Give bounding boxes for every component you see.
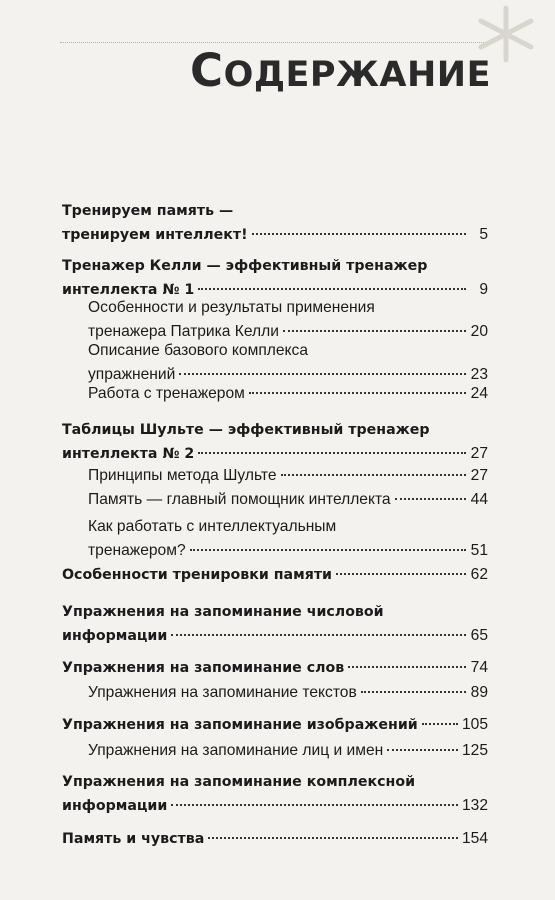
toc-page-number: 125 bbox=[461, 742, 488, 759]
toc-entry-line bbox=[62, 600, 488, 624]
dot-leader bbox=[179, 373, 466, 375]
toc-page-number: 23 bbox=[470, 366, 488, 383]
dot-leader bbox=[208, 837, 458, 839]
toc-page-number: 154 bbox=[461, 830, 488, 847]
dot-leader bbox=[198, 288, 466, 290]
toc-page-number: 9 bbox=[479, 281, 488, 298]
toc-page-number: 24 bbox=[470, 385, 488, 402]
toc-entry-title: тренажером? bbox=[88, 542, 186, 559]
toc-entry-line bbox=[62, 563, 488, 587]
page-title bbox=[190, 44, 491, 97]
toc-entry-line bbox=[62, 770, 488, 794]
toc-page-number: 5 bbox=[479, 226, 488, 243]
toc-entry-line bbox=[88, 464, 488, 488]
toc-entry-line bbox=[62, 254, 488, 278]
toc-entry-title: Тренажер Келли — эффективный тренажер bbox=[62, 258, 428, 274]
toc-entry[interactable] bbox=[88, 464, 488, 488]
toc-page-number: 44 bbox=[470, 491, 488, 508]
toc-entry-line bbox=[88, 382, 488, 406]
dot-leader bbox=[198, 452, 466, 454]
toc-entry-title: Упражнения на запоминание текстов bbox=[88, 684, 357, 701]
toc-entry-line bbox=[62, 442, 488, 466]
toc-entry-title: Особенности тренировки памяти bbox=[62, 567, 332, 583]
toc-page-number: 89 bbox=[470, 684, 488, 701]
toc-entry-line bbox=[88, 539, 488, 563]
dot-leader bbox=[395, 498, 466, 500]
dot-leader bbox=[252, 233, 466, 235]
toc-page-number: 65 bbox=[470, 627, 488, 644]
toc-entry[interactable] bbox=[62, 254, 488, 302]
toc-entry-line bbox=[88, 296, 488, 320]
toc-entry-title: Упражнения на запоминание комплексной bbox=[62, 774, 416, 790]
toc-page-number: 74 bbox=[470, 659, 488, 676]
toc-entry[interactable] bbox=[62, 600, 488, 648]
toc-entry[interactable] bbox=[88, 339, 488, 387]
title-initial: С bbox=[190, 44, 224, 97]
toc-page-number: 105 bbox=[461, 716, 488, 733]
toc-page-number: 27 bbox=[470, 467, 488, 484]
toc-entry-title: Упражнения на запоминание изображений bbox=[62, 717, 418, 733]
toc-entry-line bbox=[62, 656, 488, 680]
dot-leader bbox=[387, 749, 458, 751]
toc-entry-title: интеллекта № 2 bbox=[62, 446, 195, 462]
toc-entry[interactable] bbox=[62, 199, 488, 247]
toc-entry-line bbox=[62, 794, 488, 818]
dot-leader bbox=[249, 392, 466, 394]
toc-entry-line bbox=[88, 739, 488, 763]
toc-entry-title: Упражнения на запоминание слов bbox=[62, 660, 345, 676]
toc-page-number: 51 bbox=[470, 542, 488, 559]
toc-page-number: 62 bbox=[470, 566, 488, 583]
toc-entry-line bbox=[88, 339, 488, 363]
dot-leader bbox=[348, 666, 466, 668]
toc-page-number: 20 bbox=[470, 323, 488, 340]
toc-entry[interactable] bbox=[88, 681, 488, 705]
toc-entry[interactable] bbox=[88, 382, 488, 406]
toc-entry-title: упражнений bbox=[88, 366, 176, 383]
toc-entry-line bbox=[62, 624, 488, 648]
dot-leader bbox=[283, 330, 466, 332]
dot-leader bbox=[190, 549, 466, 551]
title-rest: ОДЕРЖАНИЕ bbox=[223, 55, 491, 95]
toc-entry-line bbox=[62, 199, 488, 223]
toc-entry-title: Описание базового комплекса bbox=[88, 342, 309, 359]
dot-leader bbox=[422, 723, 458, 725]
toc-entry[interactable] bbox=[88, 296, 488, 344]
toc-entry[interactable] bbox=[62, 827, 488, 851]
toc-entry-line bbox=[88, 681, 488, 705]
toc-entry-title: Тренируем память — bbox=[62, 203, 234, 219]
toc-entry[interactable] bbox=[88, 515, 488, 563]
toc-page-number: 132 bbox=[461, 797, 488, 814]
toc-entry-title: тренируем интеллект! bbox=[62, 227, 248, 243]
toc-entry-line bbox=[88, 488, 488, 512]
toc-entry-line bbox=[62, 418, 488, 442]
dot-leader bbox=[171, 804, 458, 806]
dot-leader bbox=[336, 573, 466, 575]
toc-entry[interactable] bbox=[62, 418, 488, 466]
toc-entry-title: тренажера Патрика Келли bbox=[88, 323, 279, 340]
dot-leader bbox=[281, 474, 467, 476]
top-dotted-rule bbox=[60, 42, 490, 43]
toc-entry[interactable] bbox=[62, 563, 488, 587]
toc-entry-line bbox=[62, 713, 488, 737]
toc-entry[interactable] bbox=[62, 770, 488, 818]
dot-leader bbox=[171, 634, 466, 636]
toc-entry-title: Память — главный помощник интеллекта bbox=[88, 491, 391, 508]
toc-entry-title: Работа с тренажером bbox=[88, 385, 245, 402]
toc-entry-title: Принципы метода Шульте bbox=[88, 467, 277, 484]
toc-entry-title: Как работать с интеллектуальным bbox=[88, 518, 337, 535]
toc-entry-title: информации bbox=[62, 798, 168, 814]
toc-entry[interactable] bbox=[88, 488, 488, 512]
toc-entry[interactable] bbox=[62, 656, 488, 680]
toc-entry-line bbox=[62, 223, 488, 247]
toc-entry[interactable] bbox=[62, 713, 488, 737]
toc-entry[interactable] bbox=[88, 739, 488, 763]
dot-leader bbox=[361, 691, 466, 693]
toc-entry-title: интеллекта № 1 bbox=[62, 282, 195, 298]
toc-entry-title: Память и чувства bbox=[62, 831, 205, 847]
toc-page-number: 27 bbox=[470, 445, 488, 462]
toc-entry-title: Особенности и результаты применения bbox=[88, 299, 375, 316]
toc-entry-line bbox=[62, 827, 488, 851]
toc-entry-title: Таблицы Шульте — эффективный тренажер bbox=[62, 422, 430, 438]
toc-entry-title: Упражнения на запоминание числовой bbox=[62, 604, 384, 620]
toc-entry-title: информации bbox=[62, 628, 168, 644]
toc-entry-line bbox=[88, 515, 488, 539]
toc-entry-title: Упражнения на запоминание лиц и имен bbox=[88, 742, 384, 759]
